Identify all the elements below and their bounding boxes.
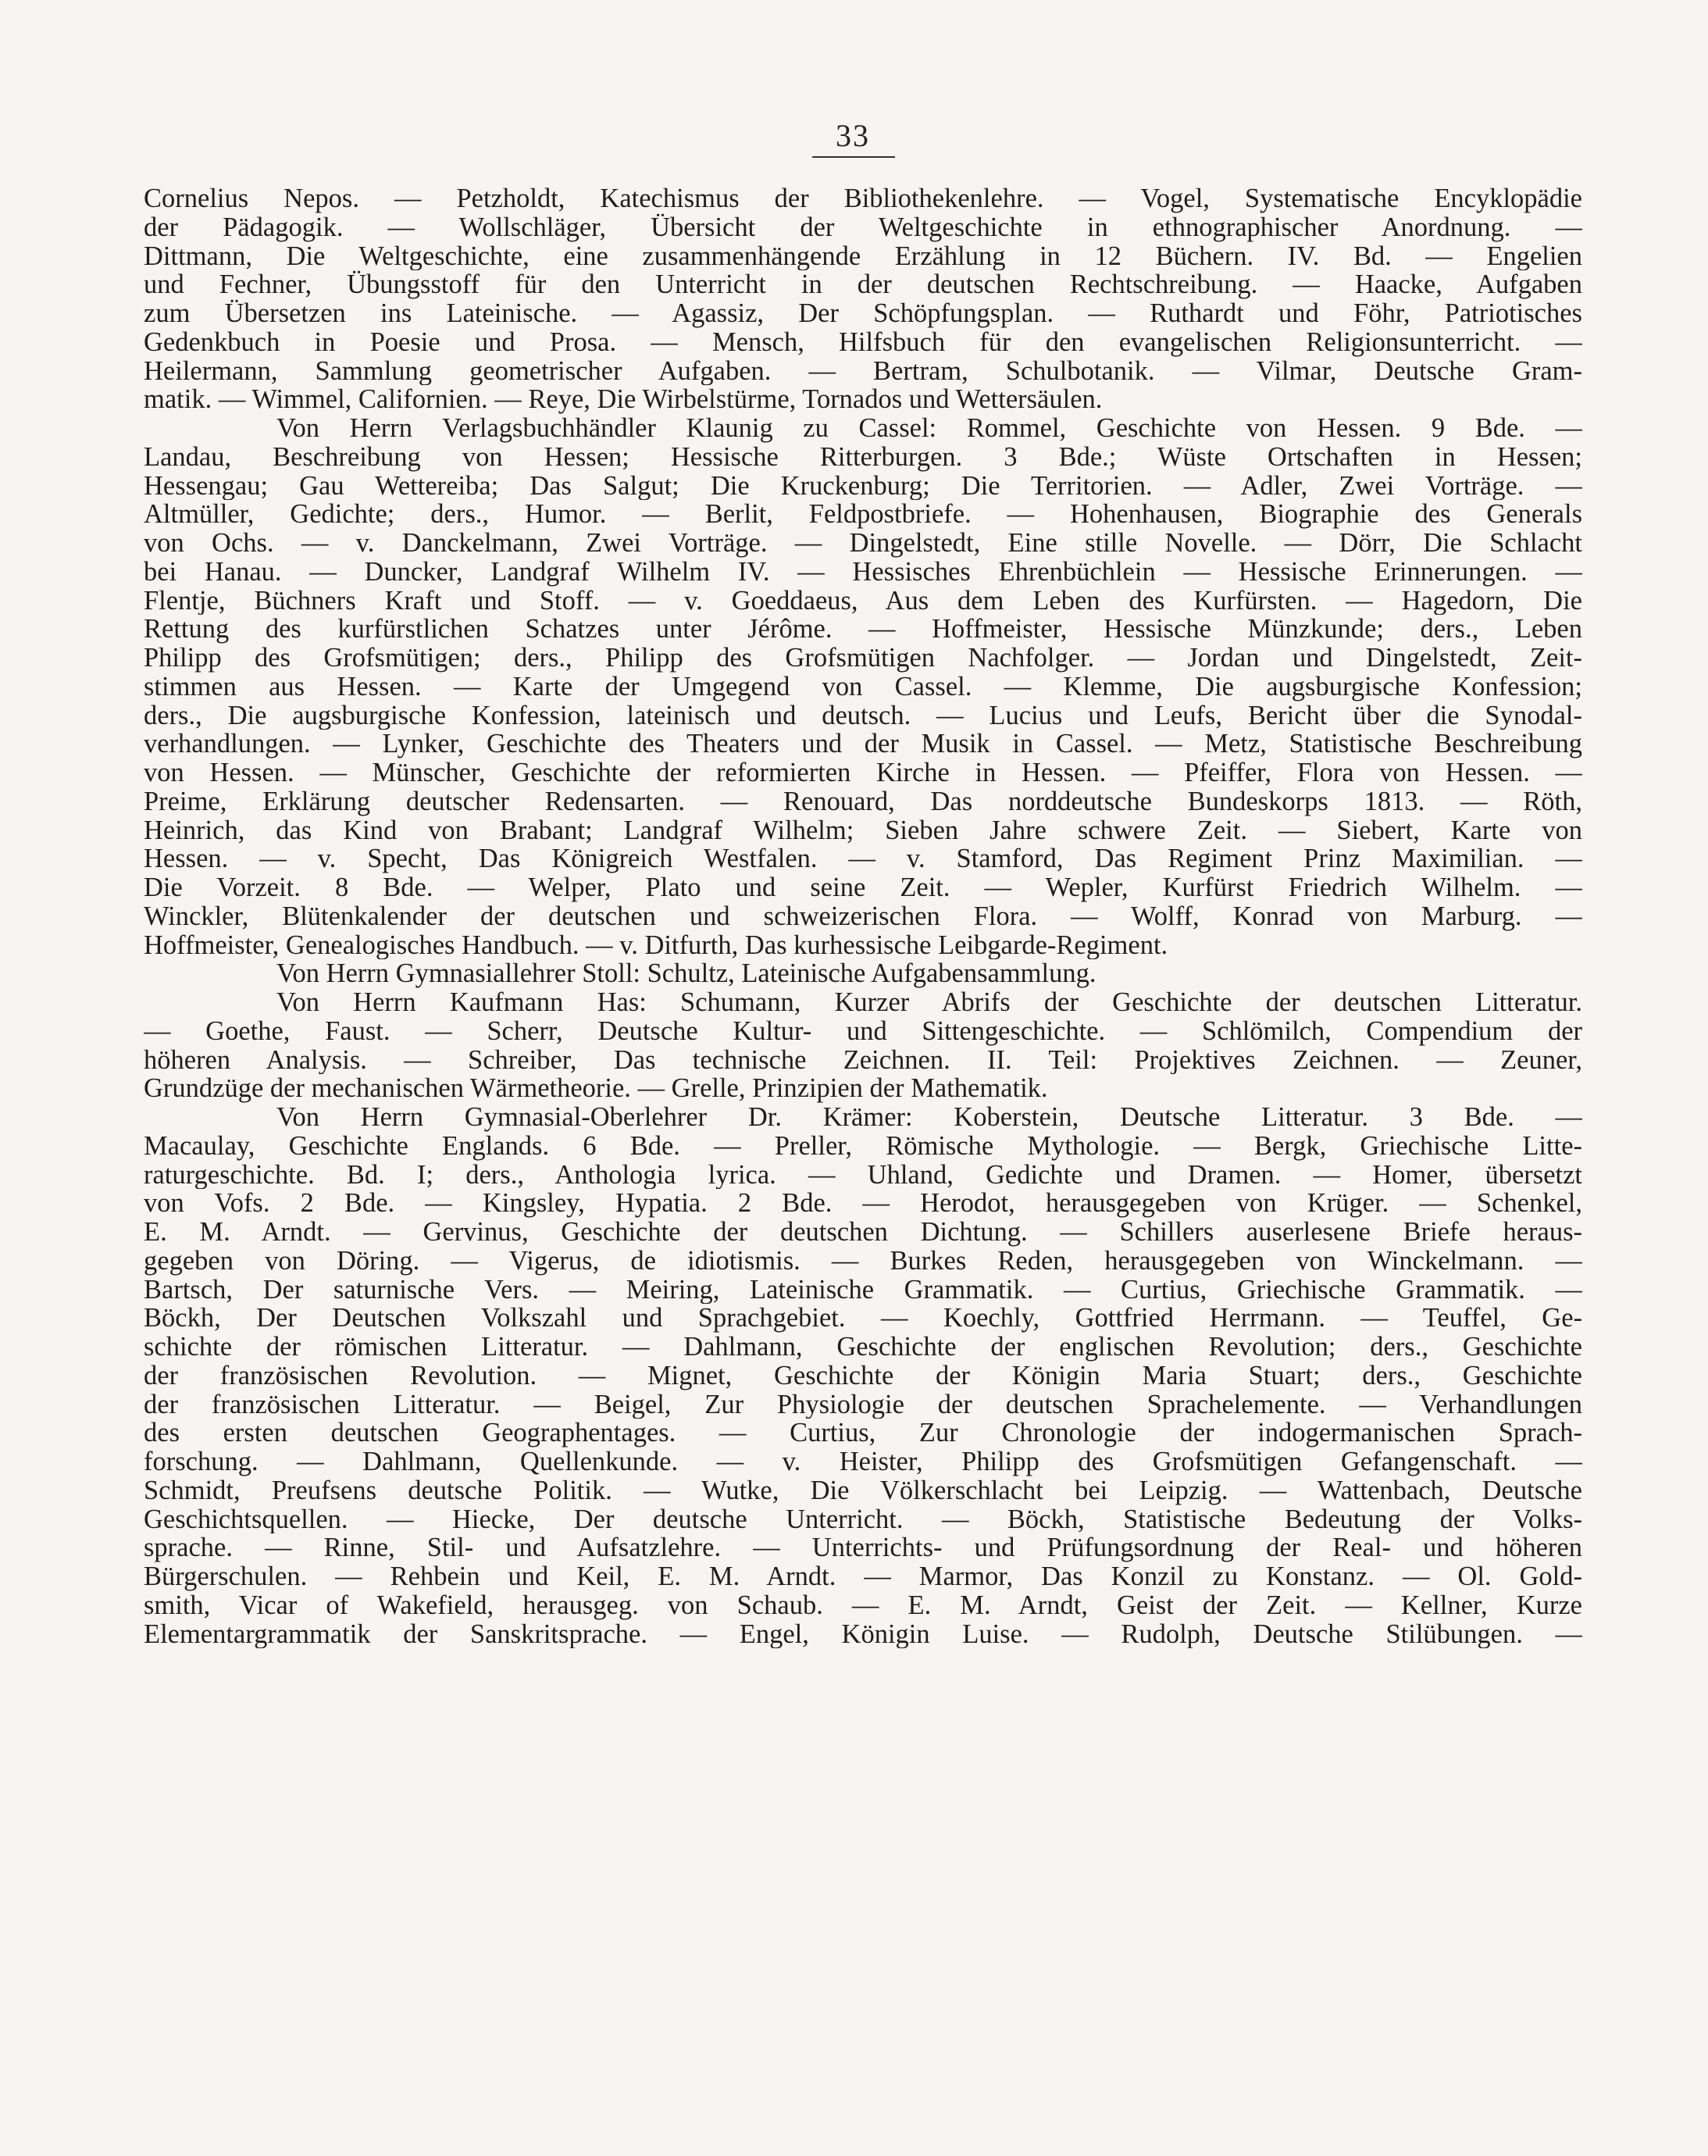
text-line: Macaulay, Geschichte Englands. 6 Bde. — Preller, Römische Mythologie. — Bergk, Griechische Litte-: [144, 1131, 1582, 1161]
text-line: Von Herrn Verlagsbuchhändler Klaunig zu Cassel: Rommel, Geschichte von Hessen. 9 Bde. —: [276, 414, 1582, 443]
body-text: [144, 184, 1582, 1648]
text-line: — Goethe, Faust. — Scherr, Deutsche Kultur- und Sittengeschichte. — Schlömilch, Compendium der: [144, 1016, 1582, 1046]
text-line: Bartsch, Der saturnische Vers. — Meiring, Lateinische Grammatik. — Curtius, Griechische Grammatik. —: [144, 1275, 1582, 1305]
text-line: smith, Vicar of Wakefield, herausgeg. von Schaub. — E. M. Arndt, Geist der Zeit. — Kellner, Kurze: [144, 1590, 1582, 1620]
text-line: bei Hanau. — Duncker, Landgraf Wilhelm IV. — Hessisches Ehrenbüchlein — Hessische Erinnerungen. —: [144, 557, 1582, 587]
text-line: des ersten deutschen Geographentages. — Curtius, Zur Chronologie der indogermanischen Sprach-: [144, 1419, 1582, 1447]
text-line: Elementargrammatik der Sanskritsprache. — Engel, Königin Luise. — Rudolph, Deutsche Stilübungen. —: [144, 1619, 1582, 1649]
text-line: Dittmann, Die Weltgeschichte, eine zusammenhängende Erzählung in 12 Büchern. IV. Bd. — Engelien: [144, 241, 1582, 271]
text-line: und Fechner, Übungsstoff für den Unterricht in der deutschen Rechtschreibung. — Haacke, Aufgaben: [144, 270, 1582, 299]
text-line: der französischen Litteratur. — Beigel, Zur Physiologie der deutschen Sprachelemente. — Verhandlungen: [144, 1390, 1582, 1419]
text-line: Schmidt, Preufsens deutsche Politik. — Wutke, Die Völkerschlacht bei Leipzig. — Wattenbach, Deutsche: [144, 1476, 1582, 1505]
text-line: verhandlungen. — Lynker, Geschichte des Theaters und der Musik in Cassel. — Metz, Statistische Beschreibung: [144, 730, 1582, 759]
text-line: gegeben von Döring. — Vigerus, de idiotismis. — Burkes Reden, herausgegeben von Winckelmann. —: [144, 1246, 1582, 1276]
text-line: Die Vorzeit. 8 Bde. — Welper, Plato und seine Zeit. — Wepler, Kurfürst Friedrich Wilhelm. —: [144, 873, 1582, 902]
text-line: forschung. — Dahlmann, Quellenkunde. — v. Heister, Philipp des Grofsmütigen Gefangenschaft. —: [144, 1447, 1582, 1476]
text-line: stimmen aus Hessen. — Karte der Umgegend von Cassel. — Klemme, Die augsburgische Konfession;: [144, 672, 1582, 701]
text-line: Hessengau; Gau Wettereiba; Das Salgut; Die Kruckenburg; Die Territorien. — Adler, Zwei Vorträge. —: [144, 471, 1582, 501]
text-line: Rettung des kurfürstlichen Schatzes unter Jérôme. — Hoffmeister, Hessische Münzkunde; ders., Leben: [144, 615, 1582, 644]
text-line: höheren Analysis. — Schreiber, Das technische Zeichnen. II. Teil: Projektives Zeichnen. — Zeuner,: [144, 1045, 1582, 1075]
text-line: Cornelius Nepos. — Petzholdt, Katechismus der Bibliothekenlehre. — Vogel, Systematische Encyklopädie: [144, 184, 1582, 213]
text-line: schichte der römischen Litteratur. — Dahlmann, Geschichte der englischen Revolution; ders., Geschichte: [144, 1333, 1582, 1362]
text-line: Gedenkbuch in Poesie und Prosa. — Mensch, Hilfsbuch für den evangelischen Religionsunterricht. —: [144, 327, 1582, 357]
text-line: zum Übersetzen ins Lateinische. — Agassiz, Der Schöpfungsplan. — Ruthardt und Föhr, Patriotisches: [144, 299, 1582, 328]
text-line: Geschichtsquellen. — Hiecke, Der deutsche Unterricht. — Böckh, Statistische Bedeutung der Volks-: [144, 1505, 1582, 1534]
text-line: von Hessen. — Münscher, Geschichte der reformierten Kirche in Hessen. — Pfeiffer, Flora von Hessen. —: [144, 759, 1582, 787]
text-line: Preime, Erklärung deutscher Redensarten. — Renouard, Das norddeutsche Bundeskorps 1813. — Röth,: [144, 787, 1582, 816]
text-line: Von Herrn Kaufmann Has: Schumann, Kurzer Abrifs der Geschichte der deutschen Litteratur.: [276, 988, 1582, 1017]
text-line: Heilermann, Sammlung geometrischer Aufgaben. — Bertram, Schulbotanik. — Vilmar, Deutsche Gram-: [144, 356, 1582, 386]
text-line: Altmüller, Gedichte; ders., Humor. — Berlit, Feldpostbriefe. — Hohenhausen, Biographie des Generals: [144, 500, 1582, 529]
page-number-rule: [812, 156, 895, 158]
text-line: Hessen. — v. Specht, Das Königreich Westfalen. — v. Stamford, Das Regiment Prinz Maximilian. —: [144, 844, 1582, 873]
text-line: von Ochs. — v. Danckelmann, Zwei Vorträge. — Dingelstedt, Eine stille Novelle. — Dörr, Die Schlacht: [144, 529, 1582, 558]
text-line: Hoffmeister, Genealogisches Handbuch. — v. Ditfurth, Das kurhessische Leibgarde-Regiment.: [144, 930, 1168, 960]
text-line: Böckh, Der Deutschen Volkszahl und Sprachgebiet. — Koechly, Gottfried Herrmann. — Teuffel, Ge-: [144, 1304, 1582, 1333]
text-line: der Pädagogik. — Wollschläger, Übersicht der Weltgeschichte in ethnographischer Anordnung. —: [144, 212, 1582, 242]
text-line: Bürgerschulen. — Rehbein und Keil, E. M. Arndt. — Marmor, Das Konzil zu Konstanz. — Ol. Gold-: [144, 1562, 1582, 1591]
text-line: Winckler, Blütenkalender der deutschen und schweizerischen Flora. — Wolff, Konrad von Marburg. —: [144, 901, 1582, 931]
text-line: Landau, Beschreibung von Hessen; Hessische Ritterburgen. 3 Bde.; Wüste Ortschaften in Hessen;: [144, 442, 1582, 472]
text-line: Flentje, Büchners Kraft und Stoff. — v. Goeddaeus, Aus dem Leben des Kurfürsten. — Hagedorn, Die: [144, 586, 1582, 616]
text-line: Von Herrn Gymnasial-Oberlehrer Dr. Krämer: Koberstein, Deutsche Litteratur. 3 Bde. —: [276, 1103, 1582, 1132]
text-line: E. M. Arndt. — Gervinus, Geschichte der deutschen Dichtung. — Schillers auserlesene Briefe heraus-: [144, 1218, 1582, 1247]
text-line: Philipp des Grofsmütigen; ders., Philipp des Grofsmütigen Nachfolger. — Jordan und Dingelstedt, Zeit-: [144, 644, 1582, 673]
text-line: von Vofs. 2 Bde. — Kingsley, Hypatia. 2 Bde. — Herodot, herausgegeben von Krüger. — Schenkel,: [144, 1189, 1582, 1218]
text-line: raturgeschichte. Bd. I; ders., Anthologia lyrica. — Uhland, Gedichte und Dramen. — Homer, übersetzt: [144, 1160, 1582, 1190]
text-line: matik. — Wimmel, Californien. — Reye, Die Wirbelstürme, Tornados und Wettersäulen.: [144, 385, 1103, 414]
page-number: 33: [836, 118, 870, 153]
text-line: Grundzüge der mechanischen Wärmetheorie. — Grelle, Prinzipien der Mathematik.: [144, 1074, 1048, 1103]
text-line: sprache. — Rinne, Stil- und Aufsatzlehre. — Unterrichts- und Prüfungsordnung der Real- und höheren: [144, 1533, 1582, 1562]
text-line: der französischen Revolution. — Mignet, Geschichte der Königin Maria Stuart; ders., Geschichte: [144, 1361, 1582, 1390]
text-line: Von Herrn Gymnasiallehrer Stoll: Schultz, Lateinische Aufgabensammlung.: [276, 959, 1096, 988]
text-line: ders., Die augsburgische Konfession, lateinisch und deutsch. — Lucius und Leufs, Bericht über die Synodal-: [144, 701, 1582, 730]
text-line: Heinrich, das Kind von Brabant; Landgraf Wilhelm; Sieben Jahre schwere Zeit. — Siebert, Karte von: [144, 816, 1582, 845]
